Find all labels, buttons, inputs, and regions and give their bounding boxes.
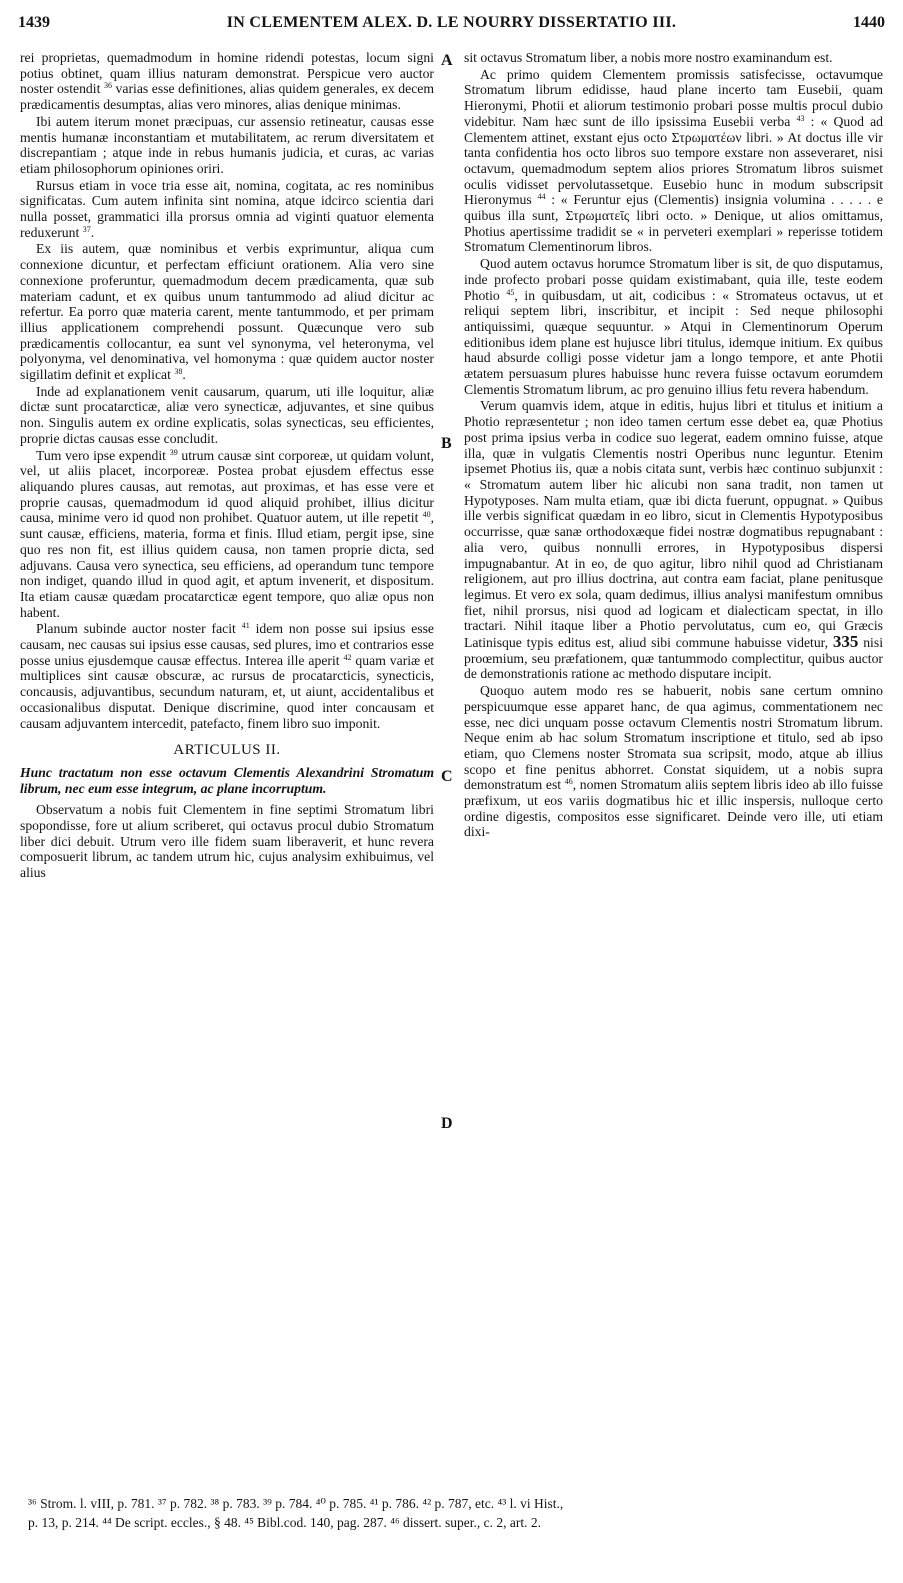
page-header [18, 14, 885, 38]
footnote-ref: 41 [241, 621, 250, 631]
paragraph: Ibi autem iterum monet præcipuas, cur assensio retineatur, causas esse mentis humanæ inconstantiam et mutabilitatem, ac rerum diversitatem et discrepantiam ; atque inde in rebus humanis judicia, et curas, ac varias etiam philosophorum opiniones oriri. [20, 113, 434, 176]
footnote-ref: 43 [796, 113, 805, 123]
paragraph: sit octavus Stromatum liber, a nobis more nostro examinandum est. [464, 50, 833, 65]
article-heading: ARTICULUS II. [173, 742, 281, 759]
right-column [464, 50, 883, 841]
footnote-ref: 39 [169, 447, 178, 457]
paragraph: Rursus etiam in voce tria esse ait, nomina, cogitata, ac res nominibus significatas. Cum autem infinita sint nomina, atque idcirco scientia dari nulla posset, grammatici illa prorsus omnia ad viginti quatuor elementa reduxerunt $^{37}$. [20, 177, 434, 240]
footnote-ref: 36 [103, 81, 112, 91]
margin-marker-a: A [441, 52, 453, 69]
paragraph: Quoquo autem modo res se habuerit, nobis sane certum omnino perspicuumque esse apparet hanc, de qua agimus, commentationem nec esse, nec dici unquam posse octavum Clementis nostri Stromatum librum. Neque enim ab hac solum Stromatum inscriptione et titulo, sed ab ipso etiam, quo Clemens noster Stromata sua scripsit, modo, atque ab illius scopo et fine penitus abhorret. Constat siquidem, ut a nobis supra demonstratum est $^{46}$, nomen Stromatum aliis septem libris ideo ab illo fuisse præfixum, ut eos variis dogmatibus hic et illic inspersis, nulloque certo ordine digestis, compositos esse significaret. Deinde vero ille, uti etiam dixi- [464, 683, 883, 840]
margin-marker-b: B [441, 435, 452, 452]
footnote-ref: 44 [537, 192, 546, 202]
page-number-left: 1439 [18, 14, 50, 31]
footnote-ref: 45 [506, 287, 515, 297]
footnote-ref: 40 [422, 510, 431, 520]
footnote-ref: 46 [564, 777, 573, 787]
paragraph: Quod autem octavus horumce Stromatum liber is sit, de quo disputamus, inde profecto probari posse quidam existimabant, quia ille, teste eodem Photio $^{45}$, in quibusdam, ut ait, codicibus : « Stromateus octavus, ut et reliqui septem libri, inscribitur, et incipit : Sed neque philosophi antiquissimi, quæque sequuntur. » Atqui in Clementinorum Operum editionibus idem plane est hujusce libri titulus, idemque initium. Ex quibus haud absurde colligi posse videtur jam a longo tempore, et ante Photii ætatem persuasum plures habuisse hunc revera fuisse octavum eorumdem Clementis Stromatum librum, ac pro genuino illius fetu revera habendum. [464, 256, 883, 397]
paragraph: Observatum a nobis fuit Clementem in fine septimi Stromatum libri spopondisse, fore ut alium scriberet, qui octavus procul dubio Stromatum liber dici debuit. Utrum vero ille fidem suam liberaverit, et hunc revera composuerit librum, ac tandem utrum hic, cujus analysim exhibuimus, vel alius [20, 802, 434, 881]
margin-marker-c: C [441, 768, 453, 785]
footnote-ref: 42 [343, 652, 352, 662]
footnote-ref: 37 [82, 224, 91, 234]
paragraph: Inde ad explanationem venit causarum, quarum, uti ille loquitur, aliæ dictæ sunt procatarcticæ, aliæ vero synecticæ, adjuvantes, et sine quibus non. Singulis autem ex ordine explicatis, solas synecticas, seu efficientes, proprie dictas causas esse concludit. [20, 383, 434, 446]
paragraph: Tum vero ipse expendit $^{39}$ utrum causæ sint corporeæ, ut quidam volunt, vel, ut aliis placet, incorporeæ. Postea probat ejusdem effectus esse aliquando plures causas, aut remotas, aut proximas, et has esse vere et proprie causas, quemadmodum id quod aliquid prohibet, illius dicitur causa, minime vero id quod non prohibet. Quatuor autem, ut ille repetit $^{40}$, sunt causæ, efficiens, materia, forma et finis. Illud etiam, pergit ipse, sine quo res non fit, est illius quidem causa, non tamen proprie dicta, sed adjuvans. Causa vero synectica, seu efficiens, ad operandum tunc tempore non indiget, quando illud in quod agit, et aptum invenerit, et dispositum. Ita etiam causæ quædam procatarcticæ egent tempore, quo aliæ opus non habent. [20, 447, 434, 620]
margin-marker-d: D [441, 1115, 453, 1132]
page-number-right: 1440 [853, 14, 885, 31]
paragraph: Ac primo quidem Clementem promissis satisfecisse, octavumque Stromatum librum edidisse, haud plane incerto tam Eusebii, quam Hieronymi, Photii et aliorum testimonio probari posse multis procul dubio videbitur. Nam hæc sunt de illo ipsissima Eusebii verba $^{43}$ : « Quod ad Clementem attinet, exstant ejus octo Στρωματέων libri. » At doctus ille vir tanta confidentia hos octo libros suo tempore exstare non asseveraret, nisi octavum, quemadmodum septem alios priores Stromatum libros suismet oculis vidisset pervolutassetque. Eusebio hunc in modum subscripsit Hieronymus $^{44}$ : « Feruntur ejus (Clementis) insignia volumina . . . . . e quibus illa sunt, Στρωματεῖς libri octo. » Denique, ut alios omittamus, Photius apertissime tradidit se « in perveteri exemplari » reperisse totidem Stromatum Clementinorum libros. [464, 66, 884, 255]
paragraph: rei proprietas, quemadmodum in homine ridendi potestas, locum signi potius obtinet, quam illius naturam demonstrat. Perspicue vero auctor noster ostendit $^{36}$ varias esse definitiones, alias quidem generales, ex decem prædicamentis desumptas, alias vero minores, alias denique minimas. [20, 50, 434, 113]
paragraph: Planum subinde auctor noster facit $^{41}$ idem non posse sui ipsius esse causam, nec causas sui ipsius esse causas, sed plures, imo et contrarios esse posse unius ejusdemque causæ effectus. Interea ille aperit $^{42}$ quam variæ et multiplices sint causæ obscuræ, ac rursus de procatarcticis, synecticis, concausis, adjuvantibus, secundum naturam, et, ut aiunt, accidentalibus et occasionalibus disputat. Denique discrimine, quod inter concausam et causam adjuvantem intercedit, patefacto, finem libro suo imponit. [20, 621, 434, 731]
footnotes [28, 1494, 886, 1532]
footnote-line: ³⁶ Strom. l. vIII, p. 781. ³⁷ p. 782. ³⁸ p. 783. ³⁹ p. 784. ⁴⁰ p. 785. ⁴¹ p. 786. ⁴² p. 787, etc. ⁴³ l. vi Hist., [28, 1496, 564, 1511]
left-column [20, 50, 434, 882]
running-title: IN CLEMENTEM ALEX. D. LE NOURRY DISSERTATIO III. [226, 14, 677, 31]
paragraph: Ex iis autem, quæ nominibus et verbis exprimuntur, aliqua cum connexione dicuntur, et perfectam efficiunt orationem. Alia vero sine connexione proferuntur, quemadmodum decem prædicamenta, quæ sub materiam cadunt, et ex quibus unum tantummodo ad aliud dicitur ac refertur. Ea porro quæ materia carent, mente tantummodo, et per primam illius applicationem comprehendi possunt. Quæcunque vero sub prædicamentis collocantur, ea sunt vel synonyma, vel heteronyma, vel polyonyma, vel denominativa, vel homonyma : quæ quidem auctor noster sigillatim definit et explicat $^{38}$. [20, 241, 434, 383]
paragraph: Verum quamvis idem, atque in editis, hujus libri et titulus et initium a Photio repræsentetur ; non ideo tamen certum esse debet ea, quæ Photius post prima ipsius verba in codice suo legerat, eadem omnino fuisse, atque illa, quæ in vulgatis Clementis nostri Operibus nunc leguntur. Etenim ipsemet Photius iis, quæ a nobis citata sunt, verbis hæc continuo subjunxit : « Stromatum autem liber hic alicubi non sana tradit, non tamen ut Hypotyposes. Nam multa etiam, quæ ibi dicta fuerunt, oppugnat. » Quibus ille verbis significat quædam in eo libro, sicut in Clementis Hypotyposibus occurrisse, quæ sanæ orthodoxæque fidei nostræ dogmatibus repugnabant : alia vero, quibus nonnulli errores, in Hypotyposibus dispersi impugnabantur. At in eo, de quo agitur, libro nihil quod ad Christianam religionem, aut pro illius doctrina, aut contra eam faciat, plane penitusque legimus. Et vero ex sola, quam dedimus, illius analysi manifestum omnibus fiet, nihil prorsus, nisi quod ad logicam et dialecticam spectat, in illo tractari. Nihil itaque liber a Photio pervolutatus, cum eo, qui Græcis Latinisque typis editus est, aliud sibi commune habuisse videtur, 335 nisi proœmium, seu præfationem, quæ tantummodo complectitur, quibus auctor de demonstrationis ratione ac methodo disputare incipit. [464, 398, 883, 682]
article-subheading: Hunc tractatum non esse octavum Clementis Alexandrini Stromatum librum, nec eum esse integrum, ac plane incorruptum. [20, 764, 434, 796]
footnote-line: p. 13, p. 214. ⁴⁴ De script. eccles., § 48. ⁴⁵ Bibl.cod. 140, pag. 287. ⁴⁶ dissert. super., c. 2, art. 2. [28, 1515, 542, 1530]
footnote-ref: 38 [174, 367, 183, 377]
column-number: 335 [832, 632, 859, 652]
